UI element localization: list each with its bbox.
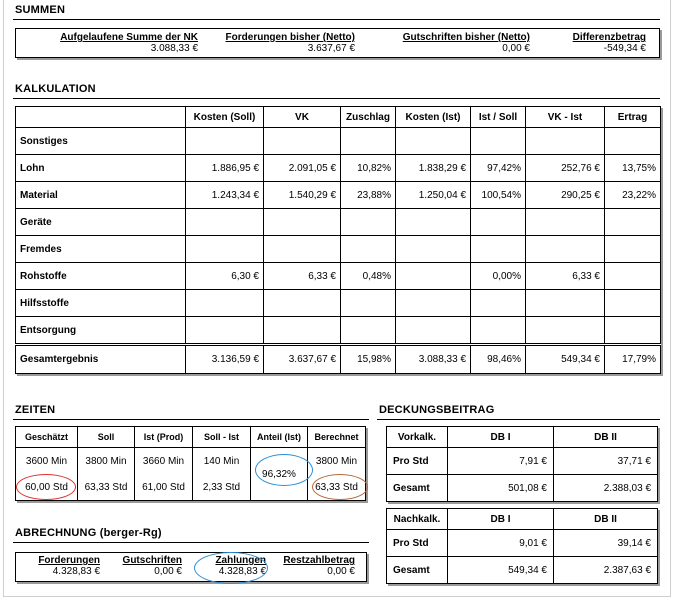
kalkulation-cell	[471, 236, 526, 263]
kalkulation-cell: 1.838,29 €	[396, 155, 471, 182]
summen-label: Gutschriften bisher (Netto)	[402, 32, 530, 43]
vorkalk-db1: 7,91 €	[448, 448, 554, 475]
summen-col-differenz	[554, 32, 646, 54]
vorkalk-header-cell: DB II	[554, 427, 658, 448]
zeiten-rule	[13, 419, 369, 420]
summen-value: 0,00 €	[502, 43, 530, 54]
kalkulation-total-row	[16, 345, 661, 374]
kalkulation-cell	[471, 209, 526, 236]
kalkulation-row	[16, 182, 661, 209]
deckungsbeitrag-rule	[377, 419, 660, 420]
vorkalk-row-label: Pro Std	[387, 448, 448, 475]
kalkulation-rule	[13, 98, 660, 99]
summen-box	[15, 28, 660, 58]
kalkulation-cell	[341, 128, 396, 155]
kalkulation-row-label: Sonstiges	[16, 128, 186, 155]
kalkulation-cell: 100,54%	[471, 182, 526, 209]
kalkulation-cell	[341, 209, 396, 236]
kalkulation-row	[16, 236, 661, 263]
nachkalk-row	[387, 530, 658, 557]
zeiten-header-cell: Soll - Ist	[193, 427, 251, 448]
kalkulation-cell: 3.088,33 €	[396, 345, 471, 374]
kalkulation-cell: 15,98%	[341, 345, 396, 374]
abrechnung-col-forderungen	[26, 555, 100, 577]
kalkulation-row	[16, 209, 661, 236]
summen-label: Differenzbetrag	[572, 32, 646, 43]
kalkulation-header-cell: VK	[264, 107, 341, 128]
zeiten-cell: 2,33 Std	[193, 474, 251, 501]
kalkulation-cell: 1.540,29 €	[264, 182, 341, 209]
kalkulation-header-cell: Kosten (Ist)	[396, 107, 471, 128]
zeiten-cell: 3800 Min	[308, 448, 366, 475]
kalkulation-cell	[605, 128, 661, 155]
kalkulation-row-label: Rohstoffe	[16, 263, 186, 290]
kalkulation-header-row	[16, 107, 661, 128]
kalkulation-cell: 3.136,59 €	[186, 345, 264, 374]
zeiten-header-cell: Soll	[78, 427, 135, 448]
kalkulation-cell	[471, 128, 526, 155]
vorkalk-db1: 501,08 €	[448, 475, 554, 502]
kalkulation-cell	[526, 209, 605, 236]
abrechnung-rule	[13, 542, 369, 543]
nachkalk-db2: 2.387,63 €	[554, 557, 658, 584]
vorkalk-db2: 2.388,03 €	[554, 475, 658, 502]
kalkulation-cell	[526, 236, 605, 263]
summen-col-gutschriften	[392, 32, 530, 54]
abrechnung-box	[15, 552, 367, 582]
kalkulation-table	[15, 106, 661, 374]
kalkulation-row-label: Geräte	[16, 209, 186, 236]
kalkulation-cell	[396, 263, 471, 290]
abrechnung-value: 4.328,83 €	[52, 566, 100, 577]
kalkulation-cell	[341, 317, 396, 345]
kalkulation-cell	[264, 236, 341, 263]
nachkalk-table	[386, 508, 658, 584]
summen-value: 3.088,33 €	[150, 43, 198, 54]
kalkulation-cell	[396, 290, 471, 317]
kalkulation-cell: 23,22%	[605, 182, 661, 209]
zeiten-header-cell: Anteil (Ist)	[251, 427, 308, 448]
kalkulation-cell: 13,75%	[605, 155, 661, 182]
zeiten-min-row	[16, 448, 366, 475]
kalkulation-cell	[264, 290, 341, 317]
kalkulation-cell: 6,33 €	[526, 263, 605, 290]
abrechnung-title: ABRECHNUNG (berger-Rg)	[15, 527, 162, 539]
kalkulation-cell	[396, 317, 471, 345]
kalkulation-cell: 98,46%	[471, 345, 526, 374]
summen-title: SUMMEN	[15, 4, 66, 16]
zeiten-cell: 63,33 Std	[308, 474, 366, 501]
kalkulation-cell	[471, 290, 526, 317]
nachkalk-db1: 549,34 €	[448, 557, 554, 584]
nachkalk-row	[387, 557, 658, 584]
kalkulation-cell	[341, 236, 396, 263]
nachkalk-db1: 9,01 €	[448, 530, 554, 557]
kalkulation-cell	[396, 128, 471, 155]
kalkulation-row	[16, 128, 661, 155]
kalkulation-title: KALKULATION	[15, 83, 96, 95]
kalkulation-header-cell: VK - Ist	[526, 107, 605, 128]
summen-label: Aufgelaufene Summe der NK	[60, 32, 198, 43]
kalkulation-row	[16, 263, 661, 290]
kalkulation-cell	[526, 317, 605, 345]
kalkulation-cell	[341, 290, 396, 317]
kalkulation-cell	[186, 290, 264, 317]
zeiten-cell: 60,00 Std	[16, 474, 78, 501]
deckungsbeitrag-title: DECKUNGSBEITRAG	[379, 404, 495, 416]
kalkulation-cell	[264, 209, 341, 236]
vorkalk-row	[387, 448, 658, 475]
kalkulation-cell: 252,76 €	[526, 155, 605, 182]
kalkulation-row	[16, 155, 661, 182]
summen-value: -549,34 €	[603, 43, 646, 54]
kalkulation-cell: 0,48%	[341, 263, 396, 290]
kalkulation-row-label: Fremdes	[16, 236, 186, 263]
abrechnung-label: Restzahlbetrag	[283, 555, 355, 566]
kalkulation-cell	[526, 128, 605, 155]
nachkalk-header-cell: Nachkalk.	[387, 509, 448, 530]
zeiten-cell: 140 Min	[193, 448, 251, 475]
kalkulation-cell: 6,30 €	[186, 263, 264, 290]
kalkulation-cell	[186, 317, 264, 345]
kalkulation-cell	[396, 209, 471, 236]
kalkulation-cell: 1.243,34 €	[186, 182, 264, 209]
nachkalk-header-cell: DB II	[554, 509, 658, 530]
abrechnung-label: Gutschriften	[122, 555, 182, 566]
abrechnung-col-gutschriften	[110, 555, 182, 577]
abrechnung-value: 0,00 €	[154, 566, 182, 577]
zeiten-title: ZEITEN	[15, 404, 56, 416]
kalkulation-cell	[605, 317, 661, 345]
vorkalk-header-row	[387, 427, 658, 448]
kalkulation-cell	[605, 263, 661, 290]
vorkalk-row-label: Gesamt	[387, 475, 448, 502]
kalkulation-header-cell	[16, 107, 186, 128]
summen-rule	[13, 19, 660, 20]
nachkalk-db2: 39,14 €	[554, 530, 658, 557]
kalkulation-cell	[605, 209, 661, 236]
kalkulation-cell: 2.091,05 €	[264, 155, 341, 182]
kalkulation-cell: 1.886,95 €	[186, 155, 264, 182]
kalkulation-row-label: Entsorgung	[16, 317, 186, 345]
kalkulation-cell	[186, 236, 264, 263]
abrechnung-value: 0,00 €	[327, 566, 355, 577]
vorkalk-header-cell: Vorkalk.	[387, 427, 448, 448]
vorkalk-header-cell: DB I	[448, 427, 554, 448]
zeiten-table	[15, 426, 366, 501]
kalkulation-cell: 23,88%	[341, 182, 396, 209]
kalkulation-cell	[526, 290, 605, 317]
zeiten-header-cell: Ist (Prod)	[135, 427, 193, 448]
summen-label: Forderungen bisher (Netto)	[225, 32, 355, 43]
abrechnung-col-zahlungen	[194, 555, 266, 577]
nachkalk-row-label: Pro Std	[387, 530, 448, 557]
kalkulation-cell	[264, 128, 341, 155]
kalkulation-header-cell: Zuschlag	[341, 107, 396, 128]
kalkulation-cell: 549,34 €	[526, 345, 605, 374]
kalkulation-cell: 97,42%	[471, 155, 526, 182]
kalkulation-cell: 6,33 €	[264, 263, 341, 290]
abrechnung-value: 4.328,83 €	[218, 566, 266, 577]
summen-col-nk	[34, 32, 198, 54]
nachkalk-row-label: Gesamt	[387, 557, 448, 584]
summen-col-forderungen	[216, 32, 355, 54]
zeiten-anteil-cell: 96,32%	[251, 448, 308, 501]
kalkulation-cell	[605, 236, 661, 263]
kalkulation-header-cell: Ist / Soll	[471, 107, 526, 128]
kalkulation-cell: 17,79%	[605, 345, 661, 374]
kalkulation-cell	[186, 128, 264, 155]
zeiten-header-cell: Berechnet	[308, 427, 366, 448]
abrechnung-label: Zahlungen	[215, 555, 266, 566]
nachkalk-header-row	[387, 509, 658, 530]
zeiten-header-row	[16, 427, 366, 448]
kalkulation-cell: 290,25 €	[526, 182, 605, 209]
kalkulation-row-label: Hilfsstoffe	[16, 290, 186, 317]
zeiten-cell: 61,00 Std	[135, 474, 193, 501]
kalkulation-header-cell: Kosten (Soll)	[186, 107, 264, 128]
abrechnung-col-restzahlbetrag	[278, 555, 355, 577]
zeiten-cell: 3600 Min	[16, 448, 78, 475]
kalkulation-cell	[396, 236, 471, 263]
kalkulation-cell: 1.250,04 €	[396, 182, 471, 209]
kalkulation-total-label: Gesamtergebnis	[16, 345, 186, 374]
nachkalk-header-cell: DB I	[448, 509, 554, 530]
vorkalk-row	[387, 475, 658, 502]
vorkalk-table	[386, 426, 658, 502]
abrechnung-label: Forderungen	[38, 555, 100, 566]
zeiten-std-row	[16, 474, 366, 501]
vorkalk-db2: 37,71 €	[554, 448, 658, 475]
kalkulation-row-label: Material	[16, 182, 186, 209]
zeiten-cell: 3800 Min	[78, 448, 135, 475]
zeiten-cell: 3660 Min	[135, 448, 193, 475]
kalkulation-cell	[186, 209, 264, 236]
kalkulation-cell: 0,00%	[471, 263, 526, 290]
kalkulation-cell	[264, 317, 341, 345]
kalkulation-header-cell: Ertrag	[605, 107, 661, 128]
kalkulation-cell: 3.637,67 €	[264, 345, 341, 374]
kalkulation-cell: 10,82%	[341, 155, 396, 182]
kalkulation-row	[16, 290, 661, 317]
summen-value: 3.637,67 €	[307, 43, 355, 54]
kalkulation-cell	[471, 317, 526, 345]
kalkulation-row	[16, 317, 661, 345]
kalkulation-row-label: Lohn	[16, 155, 186, 182]
zeiten-header-cell: Geschätzt	[16, 427, 78, 448]
zeiten-cell: 63,33 Std	[78, 474, 135, 501]
kalkulation-cell	[605, 290, 661, 317]
